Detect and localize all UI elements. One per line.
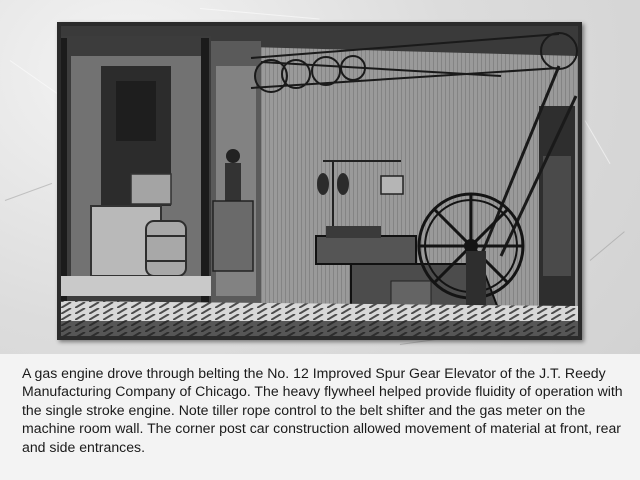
engraving-image bbox=[61, 26, 578, 336]
elevator-engraving-illustration bbox=[61, 26, 578, 336]
caption-band bbox=[0, 354, 640, 480]
image-caption: A gas engine drove through belting the No. 12 Improved Spur Gear Elevator of the J.T. Reedy Manufacturing Company of Chicago. The heavy flywheel helped provide fluidity of operation with the single stroke engine. Note tiller rope control to the belt shifter and the gas meter on the machine room wall. The corner post car construction allowed movement of material at front, rear and side entrances. bbox=[22, 365, 623, 455]
engraving-frame bbox=[57, 22, 582, 340]
